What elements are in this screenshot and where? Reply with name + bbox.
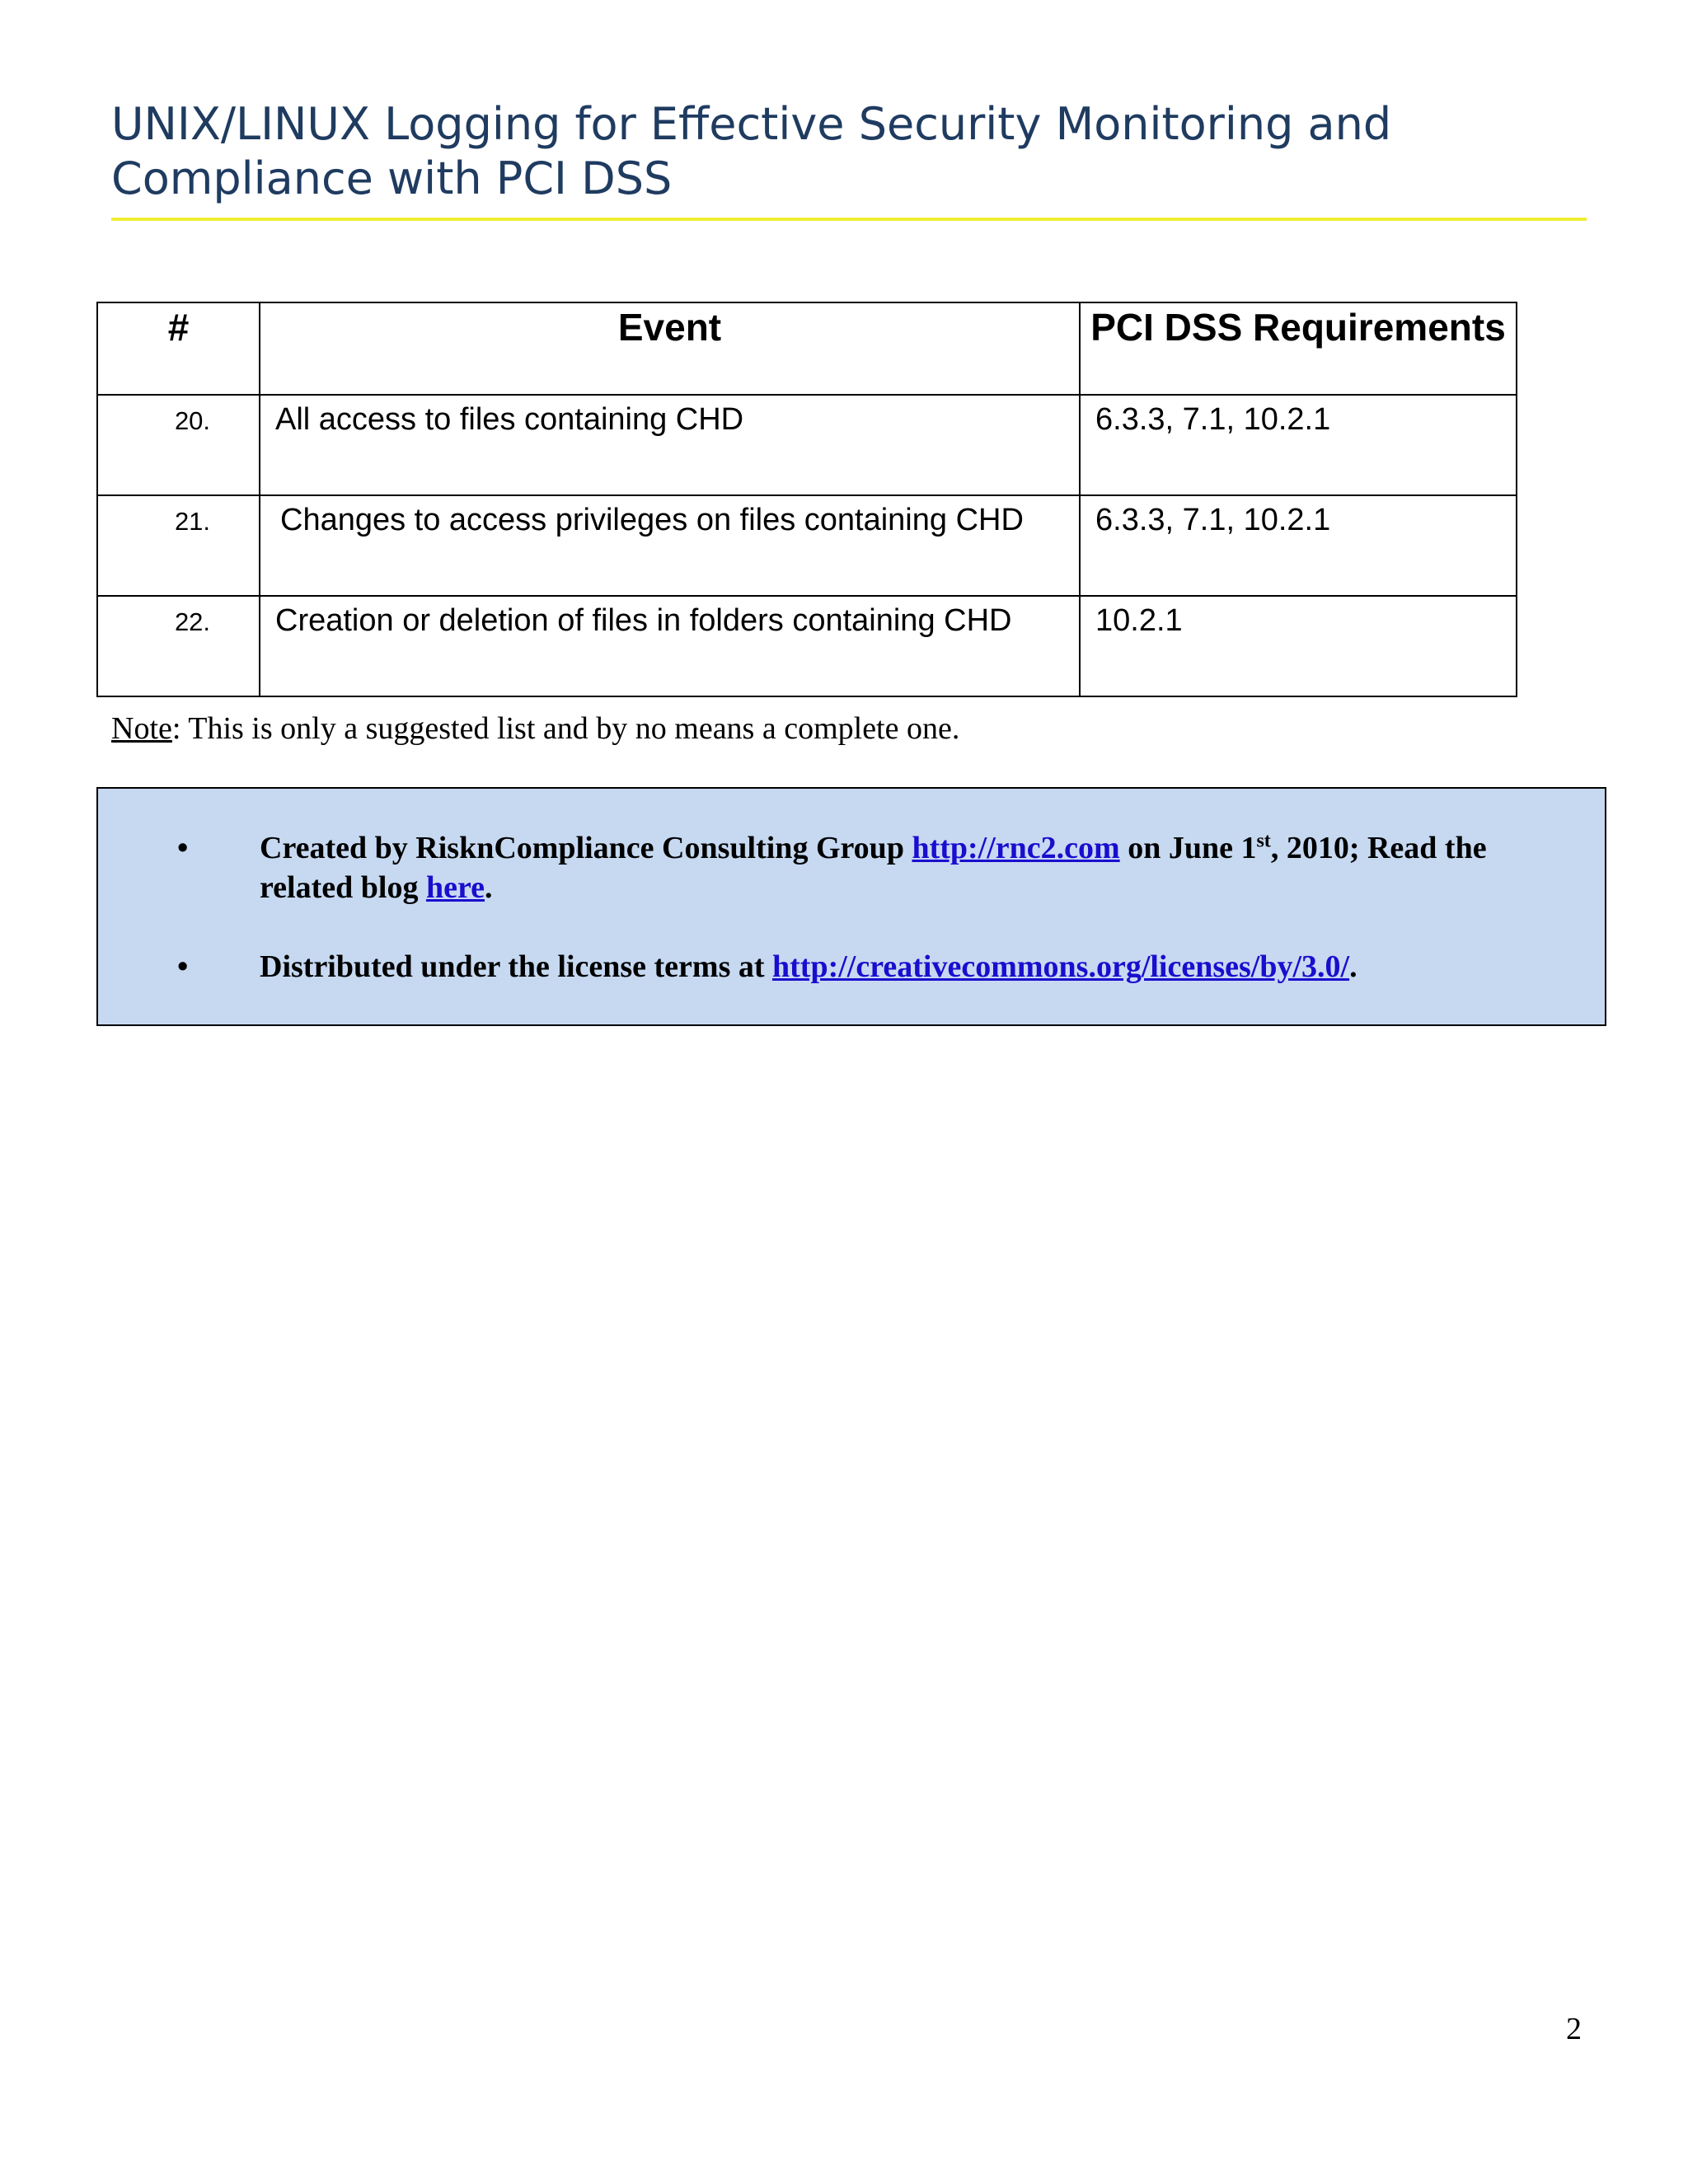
license-prefix: Distributed under the license terms at	[260, 949, 773, 984]
credit-suffix: .	[485, 870, 493, 905]
credit-date: on June 1	[1119, 831, 1257, 865]
license-link[interactable]: http://creativecommons.org/licenses/by/3.0/	[772, 949, 1350, 984]
note-label: Note	[111, 711, 172, 746]
title-line-1: UNIX/LINUX Logging for Effective Security Monitoring and	[111, 98, 1392, 150]
table-row	[97, 596, 1517, 696]
title-underline	[111, 218, 1587, 221]
document-title	[111, 97, 1595, 206]
page-number: 2	[1566, 2012, 1582, 2046]
row-number: 21.	[97, 495, 260, 596]
row-event: Changes to access privileges on files containing CHD	[260, 495, 1080, 596]
blog-link[interactable]: here	[425, 870, 485, 905]
table-row	[97, 495, 1517, 596]
row-requirements: 6.3.3, 7.1, 10.2.1	[1080, 495, 1517, 596]
note-paragraph	[111, 709, 959, 748]
requirements-header-text: PCI DSS Requirements	[1090, 306, 1506, 349]
row-event: All access to files containing CHD	[260, 395, 1080, 495]
credits-box	[96, 787, 1606, 1026]
column-header-event: Event	[260, 302, 1080, 395]
title-line-2: Compliance with PCI DSS	[111, 152, 673, 204]
rnc2-link[interactable]: http://rnc2.com	[912, 831, 1120, 865]
row-number: 22.	[97, 596, 260, 696]
row-event: Creation or deletion of files in folders containing CHD	[260, 596, 1080, 696]
license-suffix: .	[1349, 949, 1357, 984]
date-superscript: st	[1256, 830, 1271, 852]
table-header-row	[97, 302, 1517, 395]
column-header-requirements	[1080, 302, 1517, 395]
column-header-number: #	[97, 302, 260, 395]
row-requirements: 10.2.1	[1080, 596, 1517, 696]
list-item	[148, 947, 1555, 987]
credit-read-blog: , 2010; Read the related blog	[260, 831, 1487, 905]
row-number: 20.	[97, 395, 260, 495]
table-row	[97, 395, 1517, 495]
bullet-icon: •	[177, 949, 189, 984]
note-text: : This is only a suggested list and by no means a complete one.	[171, 711, 960, 746]
credit-prefix: Created by RisknCompliance Consulting Group	[260, 831, 912, 865]
list-item	[148, 828, 1555, 907]
bullet-icon: •	[177, 831, 189, 865]
events-table	[96, 302, 1517, 697]
credits-list	[148, 828, 1555, 987]
row-requirements: 6.3.3, 7.1, 10.2.1	[1080, 395, 1517, 495]
